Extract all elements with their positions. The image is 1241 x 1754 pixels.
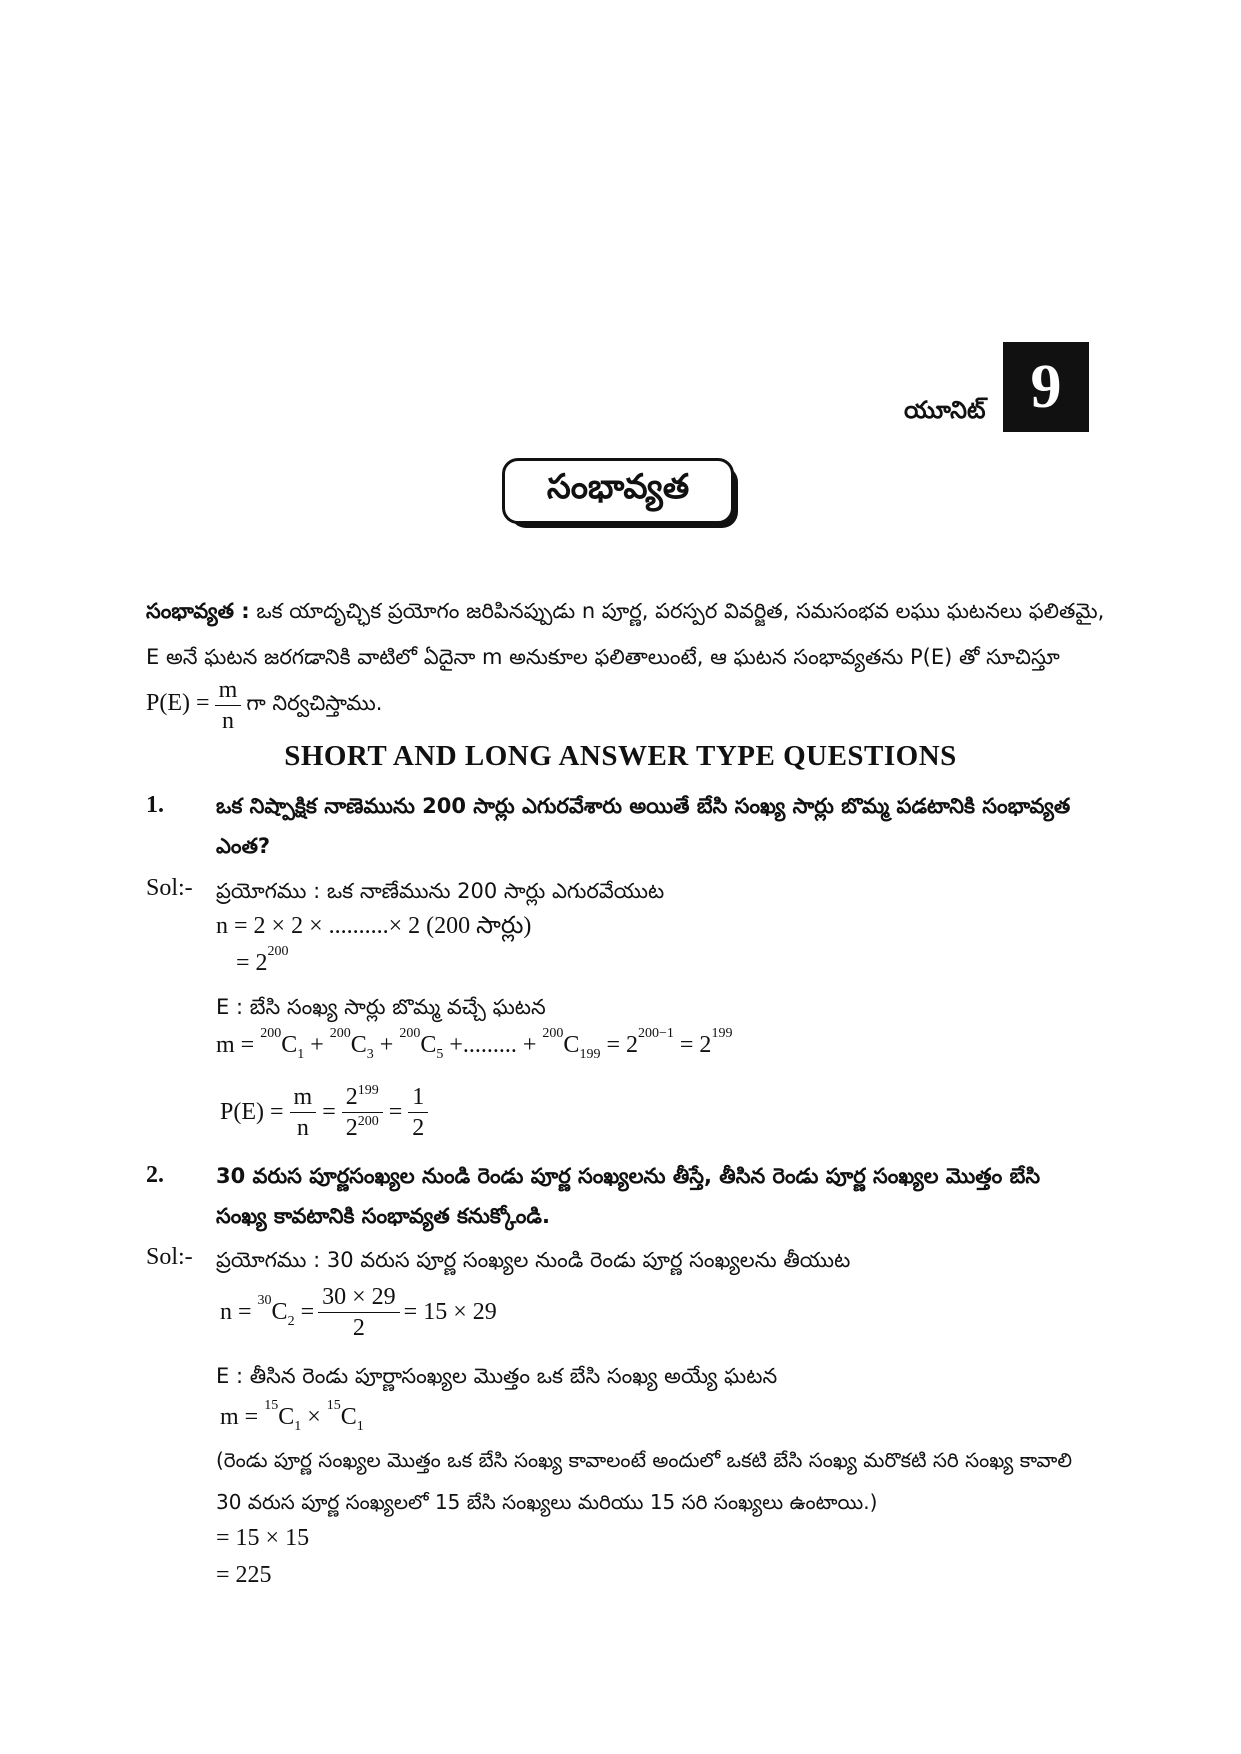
q1-pe-frac-2-num-base: 2 <box>345 1084 358 1110</box>
q1-m-sup-a: 200 <box>260 1026 282 1041</box>
q2-m-sup-b: 15 <box>326 1398 341 1413</box>
q1-pe-frac-3 <box>408 1082 428 1143</box>
q2-note-1: (రెండు పూర్ణ సంఖ్యల మొత్తం ఒక బేసి సంఖ్య కావాలంటే అందులో ఒకటి బేసి సంఖ్య మరొకటి సరి సంఖ్య కావాలి <box>216 1448 1073 1472</box>
q2-m-prefix: m = <box>220 1404 265 1430</box>
q1-n-eq: = 2 <box>236 950 268 976</box>
q2-n-combination <box>220 1293 315 1329</box>
q1-m-sup-d: 200 <box>542 1026 564 1041</box>
q1-pe-frac-1-num: m <box>290 1082 317 1113</box>
q2-n-sub: 2 <box>287 1314 295 1329</box>
q1-pe-frac-2 <box>342 1082 383 1143</box>
section-heading: SHORT AND LONG ANSWER TYPE QUESTIONS <box>284 740 957 772</box>
q2-m-c-b: C <box>340 1404 357 1430</box>
q1-m-eq2: = 2 <box>600 1032 638 1058</box>
q1-sol-label: Sol:- <box>146 875 193 901</box>
q2-n-fraction <box>318 1282 400 1343</box>
question-2-number: 2. <box>146 1162 164 1188</box>
q1-pe-eq-b: = <box>388 1099 403 1125</box>
formula-tail: గా నిర్వచిస్తాము. <box>246 691 383 715</box>
q2-step-1: = 15 × 15 <box>216 1525 310 1551</box>
q1-pe-lhs: P(E) = <box>220 1099 284 1125</box>
q1-m-line <box>216 1026 733 1062</box>
q2-n-frac-den: 2 <box>352 1315 365 1341</box>
q2-n-line <box>220 1282 497 1343</box>
q2-n-eq: = <box>294 1299 315 1325</box>
q1-m-sup-b: 200 <box>329 1026 351 1041</box>
q2-n-c: C <box>271 1299 288 1325</box>
q1-m-dots: +......... + <box>443 1032 543 1058</box>
definition-formula <box>146 675 382 736</box>
q1-m-sub-5: 5 <box>436 1047 444 1062</box>
q1-n-result <box>236 944 289 977</box>
q2-m-times: × <box>301 1404 327 1430</box>
q2-sol-label: Sol:- <box>146 1244 193 1270</box>
q2-n-sup: 30 <box>257 1293 272 1308</box>
question-2-line-2: సంఖ్య కావటానికి సంభావ్యత కనుక్కోండి. <box>216 1204 550 1228</box>
unit-label: యూనిట్ <box>904 396 986 424</box>
q1-m-prefix: m = <box>216 1032 261 1058</box>
q1-m-c-c: C <box>420 1032 437 1058</box>
q2-m-sub-b: 1 <box>356 1419 364 1434</box>
q1-m-exp3: 199 <box>711 1026 733 1041</box>
q2-note-2: 30 వరుస పూర్ణ సంఖ్యలలో 15 బేసి సంఖ్యలు మరియు 15 సరి సంఖ్యలు ఉంటాయి.) <box>216 1490 878 1514</box>
definition-line-2: E అనే ఘటన జరగడానికి వాటిలో ఏదైనా m అనుకూల ఫలితాలుంటే, ఆ ఘటన సంభావ్యతను P(E) తో సూచిస్తూ <box>146 645 1060 669</box>
q1-m-eq3: = 2 <box>673 1032 712 1058</box>
definition-line-1 <box>146 597 1106 625</box>
q1-m-plus-b: + <box>373 1032 400 1058</box>
question-1-number: 1. <box>146 792 164 818</box>
q1-m-c-d: C <box>563 1032 580 1058</box>
q1-probability <box>220 1082 428 1143</box>
q2-event: E : తీసిన రెండు పూర్ణాసంఖ్యల మొత్తం ఒక బేసి సంఖ్య అయ్యే ఘటన <box>216 1364 778 1388</box>
q1-event: E : బేసి సంఖ్య సార్లు బొమ్మ వచ్చే ఘటన <box>216 995 546 1019</box>
q1-pe-frac-2-den-base: 2 <box>345 1115 358 1141</box>
q1-pe-frac-3-num: 1 <box>408 1082 428 1113</box>
question-1-line-1: ఒక నిష్పాక్షిక నాణెమును 200 సార్లు ఎగురవేశారు అయితే బేసి సంఖ్య సార్లు బొమ్మ పడటానికి సంభావ్యత <box>216 794 1071 818</box>
q2-experiment: ప్రయోగము : 30 వరుస పూర్ణ సంఖ్యల నుండి రెండు పూర్ణ సంఖ్యలను తీయుట <box>216 1248 851 1272</box>
formula-denominator: n <box>221 708 234 734</box>
q2-n-frac-num: 30 × 29 <box>318 1282 400 1313</box>
unit-number-badge: 9 <box>1003 342 1089 432</box>
q1-m-exp2: 200−1 <box>637 1026 674 1041</box>
formula-fraction <box>215 675 242 736</box>
question-2-line-1: 30 వరుస పూర్ణసంఖ్యల నుండి రెండు పూర్ణ సంఖ్యలను తీస్తే, తీసిన రెండు పూర్ణ సంఖ్యల మొత్తం బేసి <box>216 1164 1041 1188</box>
q2-m-sup-a: 15 <box>264 1398 279 1413</box>
q1-pe-frac-1 <box>290 1082 317 1143</box>
q1-m-c-b: C <box>350 1032 367 1058</box>
formula-lhs: P(E) = <box>146 690 210 716</box>
q1-experiment: ప్రయోగము : ఒక నాణేమును 200 సార్లు ఎగురవేయుట <box>216 879 665 903</box>
definition-term: సంభావ్యత : <box>146 599 250 623</box>
q1-n-exp: 200 <box>267 944 289 959</box>
q1-pe-frac-2-den <box>342 1113 383 1143</box>
q2-n-prefix: n = <box>220 1299 258 1325</box>
q1-pe-frac-1-den: n <box>296 1115 309 1141</box>
q2-m-c-a: C <box>278 1404 295 1430</box>
q1-m-sub-199: 199 <box>579 1047 601 1062</box>
definition-text-1: ఒక యాదృచ్ఛిక ప్రయోగం జరిపినప్పుడు n పూర్ణ, పరస్పర వివర్జిత, సమసంభవ లఘు ఘటనలు ఫలితమై, <box>256 599 1105 623</box>
formula-numerator: m <box>215 675 242 706</box>
q1-n-line: n = 2 × 2 × ..........× 2 (200 సార్లు) <box>216 913 532 939</box>
q1-m-sub-3: 3 <box>366 1047 374 1062</box>
q2-step-2: = 225 <box>216 1562 272 1588</box>
question-1-line-2: ఎంత? <box>216 834 271 858</box>
q1-pe-frac-2-den-exp: 200 <box>357 1114 379 1129</box>
q1-pe-frac-2-num-exp: 199 <box>357 1083 379 1098</box>
q1-pe-frac-3-den: 2 <box>412 1115 425 1141</box>
q1-m-sup-c: 200 <box>399 1026 421 1041</box>
q2-n-result: = 15 × 29 <box>403 1299 497 1325</box>
q1-pe-frac-2-num <box>342 1082 383 1113</box>
q1-pe-eq-a: = <box>322 1099 336 1125</box>
q2-m-line <box>220 1398 364 1434</box>
q1-m-c-a: C <box>281 1032 298 1058</box>
q2-m-sub-a: 1 <box>294 1419 302 1434</box>
q1-m-plus-a: + <box>304 1032 330 1058</box>
chapter-title: సంభావ్యత <box>502 458 734 524</box>
q1-m-sub-1: 1 <box>297 1047 305 1062</box>
